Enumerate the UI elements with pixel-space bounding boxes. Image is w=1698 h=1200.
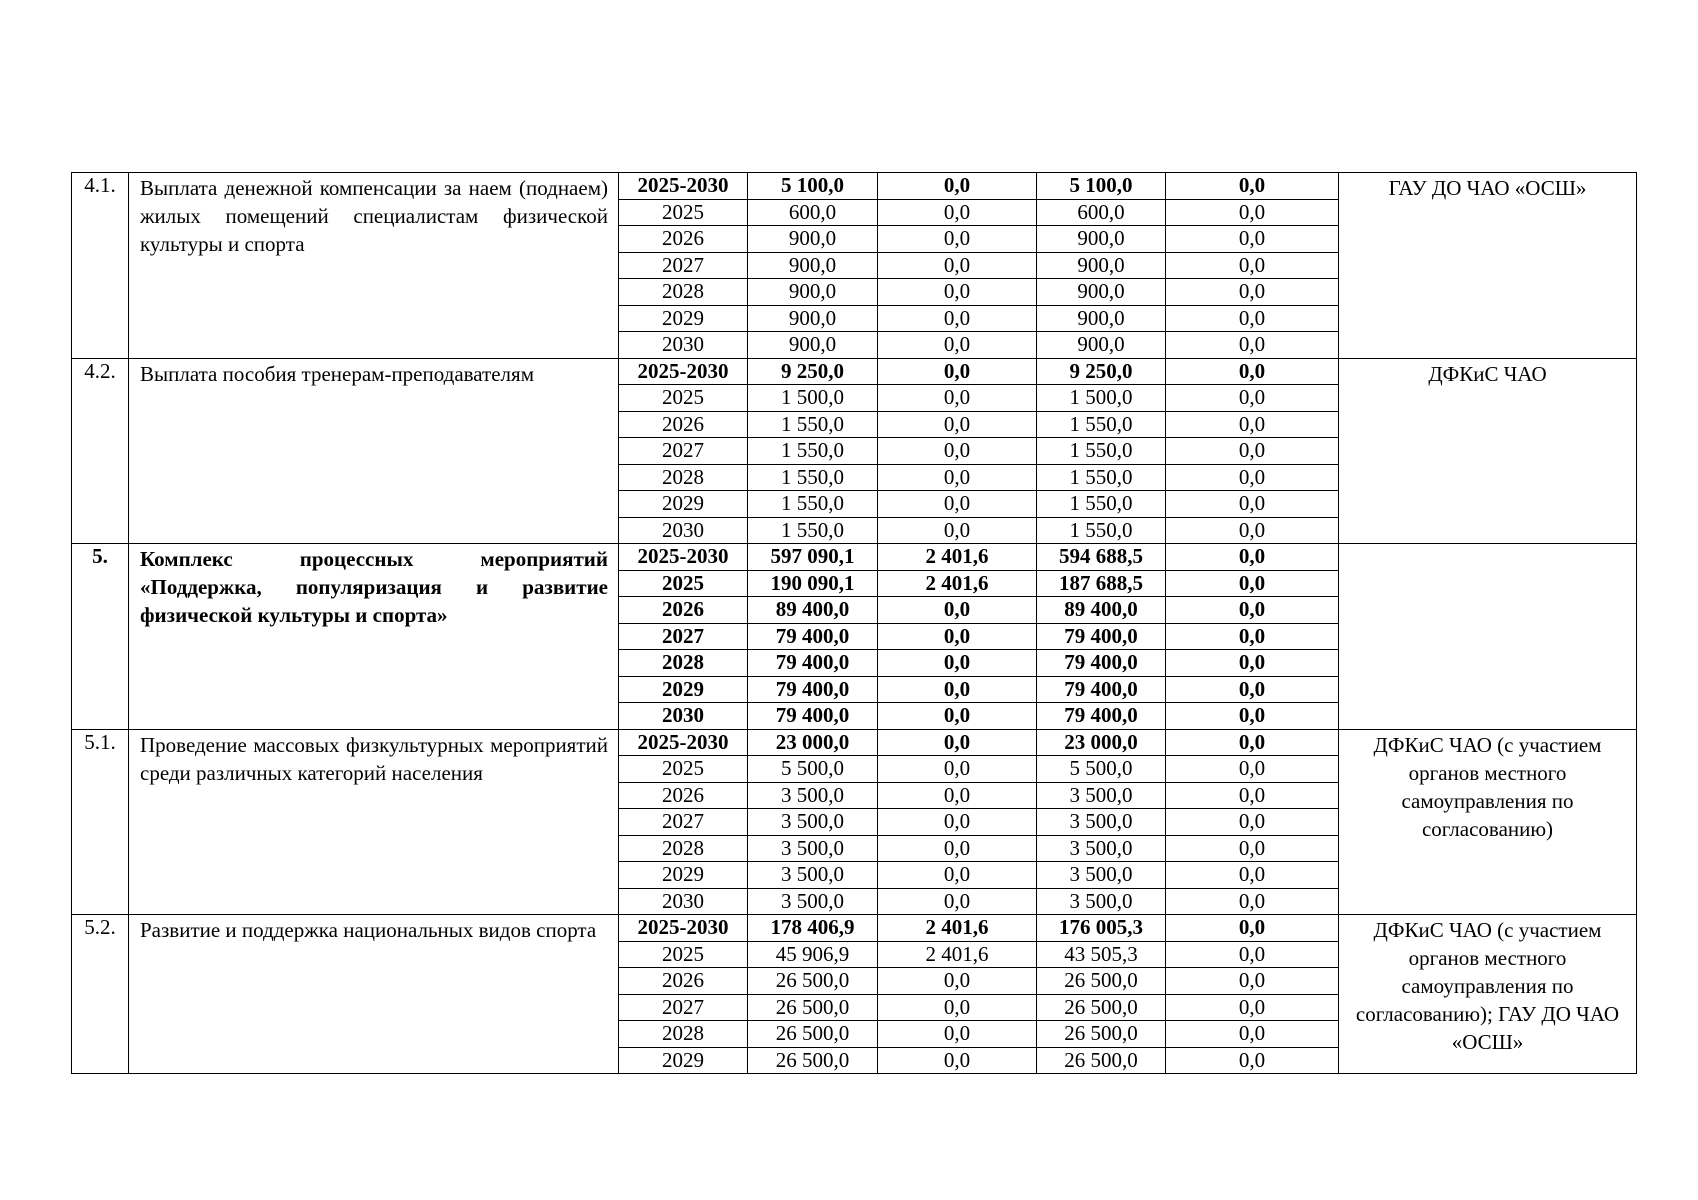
cell-other: 0,0 bbox=[1166, 305, 1339, 332]
cell-total: 1 550,0 bbox=[748, 517, 878, 544]
cell-period: 2026 bbox=[619, 597, 748, 624]
item-name: Развитие и поддержка национальных видов спорта bbox=[129, 915, 619, 1074]
cell-other: 0,0 bbox=[1166, 385, 1339, 412]
item-name: Проведение массовых физкультурных мероприятий среди различных категорий населения bbox=[129, 729, 619, 915]
item-executor: ДФКиС ЧАО bbox=[1339, 358, 1637, 544]
cell-regional: 900,0 bbox=[1037, 305, 1166, 332]
cell-federal: 0,0 bbox=[878, 782, 1037, 809]
cell-other: 0,0 bbox=[1166, 464, 1339, 491]
item-number: 4.1. bbox=[72, 173, 129, 359]
cell-other: 0,0 bbox=[1166, 729, 1339, 756]
cell-other: 0,0 bbox=[1166, 782, 1339, 809]
cell-regional: 5 100,0 bbox=[1037, 173, 1166, 200]
cell-federal: 0,0 bbox=[878, 411, 1037, 438]
cell-total: 79 400,0 bbox=[748, 676, 878, 703]
cell-regional: 594 688,5 bbox=[1037, 544, 1166, 571]
cell-regional: 1 550,0 bbox=[1037, 464, 1166, 491]
cell-period: 2028 bbox=[619, 464, 748, 491]
cell-other: 0,0 bbox=[1166, 517, 1339, 544]
cell-regional: 900,0 bbox=[1037, 252, 1166, 279]
cell-period: 2026 bbox=[619, 411, 748, 438]
cell-period: 2025-2030 bbox=[619, 915, 748, 942]
cell-regional: 26 500,0 bbox=[1037, 1021, 1166, 1048]
cell-regional: 3 500,0 bbox=[1037, 782, 1166, 809]
cell-total: 45 906,9 bbox=[748, 941, 878, 968]
cell-federal: 0,0 bbox=[878, 756, 1037, 783]
cell-total: 1 550,0 bbox=[748, 464, 878, 491]
cell-federal: 2 401,6 bbox=[878, 570, 1037, 597]
cell-regional: 600,0 bbox=[1037, 199, 1166, 226]
cell-federal: 0,0 bbox=[878, 226, 1037, 253]
cell-federal: 0,0 bbox=[878, 729, 1037, 756]
cell-period: 2026 bbox=[619, 782, 748, 809]
cell-period: 2029 bbox=[619, 676, 748, 703]
cell-regional: 900,0 bbox=[1037, 279, 1166, 306]
cell-other: 0,0 bbox=[1166, 252, 1339, 279]
cell-other: 0,0 bbox=[1166, 862, 1339, 889]
item-number: 5.1. bbox=[72, 729, 129, 915]
program-funding-table bbox=[71, 172, 1637, 1074]
item-number: 4.2. bbox=[72, 358, 129, 544]
item-executor: ДФКиС ЧАО (с участием органов местного самоуправления по согласованию) bbox=[1339, 729, 1637, 915]
cell-regional: 23 000,0 bbox=[1037, 729, 1166, 756]
cell-federal: 0,0 bbox=[878, 385, 1037, 412]
cell-regional: 900,0 bbox=[1037, 226, 1166, 253]
cell-other: 0,0 bbox=[1166, 703, 1339, 730]
cell-other: 0,0 bbox=[1166, 888, 1339, 915]
cell-federal: 0,0 bbox=[878, 597, 1037, 624]
cell-total: 597 090,1 bbox=[748, 544, 878, 571]
cell-federal: 0,0 bbox=[878, 968, 1037, 995]
cell-total: 89 400,0 bbox=[748, 597, 878, 624]
cell-total: 26 500,0 bbox=[748, 1047, 878, 1074]
cell-total: 178 406,9 bbox=[748, 915, 878, 942]
cell-period: 2030 bbox=[619, 888, 748, 915]
cell-regional: 89 400,0 bbox=[1037, 597, 1166, 624]
cell-period: 2027 bbox=[619, 994, 748, 1021]
table-body bbox=[72, 173, 1637, 1074]
cell-other: 0,0 bbox=[1166, 279, 1339, 306]
cell-period: 2029 bbox=[619, 862, 748, 889]
cell-period: 2027 bbox=[619, 438, 748, 465]
cell-period: 2025 bbox=[619, 570, 748, 597]
cell-period: 2025-2030 bbox=[619, 173, 748, 200]
cell-total: 3 500,0 bbox=[748, 835, 878, 862]
cell-federal: 0,0 bbox=[878, 835, 1037, 862]
cell-regional: 79 400,0 bbox=[1037, 676, 1166, 703]
cell-other: 0,0 bbox=[1166, 438, 1339, 465]
cell-other: 0,0 bbox=[1166, 199, 1339, 226]
item-name: Комплекс процессных мероприятий «Поддержка, популяризация и развитие физической культуры и спорта» bbox=[129, 544, 619, 730]
cell-regional: 26 500,0 bbox=[1037, 1047, 1166, 1074]
cell-total: 600,0 bbox=[748, 199, 878, 226]
cell-total: 5 100,0 bbox=[748, 173, 878, 200]
cell-period: 2028 bbox=[619, 279, 748, 306]
cell-period: 2025 bbox=[619, 756, 748, 783]
cell-other: 0,0 bbox=[1166, 358, 1339, 385]
table-row bbox=[72, 358, 1637, 385]
cell-federal: 0,0 bbox=[878, 332, 1037, 359]
cell-period: 2027 bbox=[619, 623, 748, 650]
cell-total: 26 500,0 bbox=[748, 968, 878, 995]
cell-other: 0,0 bbox=[1166, 941, 1339, 968]
cell-regional: 5 500,0 bbox=[1037, 756, 1166, 783]
cell-regional: 43 505,3 bbox=[1037, 941, 1166, 968]
cell-total: 9 250,0 bbox=[748, 358, 878, 385]
cell-other: 0,0 bbox=[1166, 332, 1339, 359]
cell-other: 0,0 bbox=[1166, 623, 1339, 650]
cell-federal: 0,0 bbox=[878, 438, 1037, 465]
cell-federal: 0,0 bbox=[878, 623, 1037, 650]
item-executor: ДФКиС ЧАО (с участием органов местного самоуправления по согласованию); ГАУ ДО ЧАО «ОСШ» bbox=[1339, 915, 1637, 1074]
cell-other: 0,0 bbox=[1166, 544, 1339, 571]
cell-regional: 3 500,0 bbox=[1037, 835, 1166, 862]
cell-regional: 1 550,0 bbox=[1037, 438, 1166, 465]
cell-federal: 2 401,6 bbox=[878, 544, 1037, 571]
cell-federal: 0,0 bbox=[878, 703, 1037, 730]
cell-federal: 0,0 bbox=[878, 199, 1037, 226]
cell-federal: 0,0 bbox=[878, 491, 1037, 518]
cell-total: 1 550,0 bbox=[748, 438, 878, 465]
item-number: 5.2. bbox=[72, 915, 129, 1074]
cell-regional: 3 500,0 bbox=[1037, 809, 1166, 836]
cell-federal: 0,0 bbox=[878, 358, 1037, 385]
item-name: Выплата пособия тренерам-преподавателям bbox=[129, 358, 619, 544]
cell-regional: 1 550,0 bbox=[1037, 411, 1166, 438]
item-number: 5. bbox=[72, 544, 129, 730]
cell-regional: 79 400,0 bbox=[1037, 650, 1166, 677]
cell-regional: 1 550,0 bbox=[1037, 517, 1166, 544]
cell-federal: 0,0 bbox=[878, 305, 1037, 332]
cell-other: 0,0 bbox=[1166, 411, 1339, 438]
cell-total: 3 500,0 bbox=[748, 888, 878, 915]
table-row bbox=[72, 729, 1637, 756]
cell-federal: 0,0 bbox=[878, 173, 1037, 200]
cell-total: 79 400,0 bbox=[748, 650, 878, 677]
cell-federal: 0,0 bbox=[878, 517, 1037, 544]
cell-total: 23 000,0 bbox=[748, 729, 878, 756]
cell-total: 900,0 bbox=[748, 252, 878, 279]
item-executor: ГАУ ДО ЧАО «ОСШ» bbox=[1339, 173, 1637, 359]
cell-period: 2029 bbox=[619, 1047, 748, 1074]
cell-federal: 0,0 bbox=[878, 888, 1037, 915]
cell-total: 26 500,0 bbox=[748, 1021, 878, 1048]
cell-other: 0,0 bbox=[1166, 968, 1339, 995]
cell-federal: 0,0 bbox=[878, 1021, 1037, 1048]
cell-federal: 2 401,6 bbox=[878, 915, 1037, 942]
cell-total: 1 550,0 bbox=[748, 491, 878, 518]
cell-other: 0,0 bbox=[1166, 676, 1339, 703]
cell-regional: 3 500,0 bbox=[1037, 888, 1166, 915]
cell-federal: 0,0 bbox=[878, 809, 1037, 836]
cell-period: 2025-2030 bbox=[619, 729, 748, 756]
cell-period: 2030 bbox=[619, 517, 748, 544]
cell-period: 2027 bbox=[619, 809, 748, 836]
cell-federal: 0,0 bbox=[878, 994, 1037, 1021]
cell-total: 900,0 bbox=[748, 305, 878, 332]
cell-total: 900,0 bbox=[748, 332, 878, 359]
cell-period: 2029 bbox=[619, 491, 748, 518]
cell-other: 0,0 bbox=[1166, 756, 1339, 783]
cell-federal: 0,0 bbox=[878, 464, 1037, 491]
item-executor bbox=[1339, 544, 1637, 730]
cell-other: 0,0 bbox=[1166, 491, 1339, 518]
cell-other: 0,0 bbox=[1166, 915, 1339, 942]
cell-period: 2030 bbox=[619, 332, 748, 359]
cell-period: 2025 bbox=[619, 941, 748, 968]
cell-period: 2029 bbox=[619, 305, 748, 332]
cell-regional: 187 688,5 bbox=[1037, 570, 1166, 597]
cell-federal: 0,0 bbox=[878, 1047, 1037, 1074]
cell-other: 0,0 bbox=[1166, 1021, 1339, 1048]
cell-other: 0,0 bbox=[1166, 809, 1339, 836]
cell-total: 79 400,0 bbox=[748, 623, 878, 650]
cell-other: 0,0 bbox=[1166, 835, 1339, 862]
cell-period: 2025-2030 bbox=[619, 544, 748, 571]
cell-total: 79 400,0 bbox=[748, 703, 878, 730]
table-row bbox=[72, 915, 1637, 942]
cell-other: 0,0 bbox=[1166, 994, 1339, 1021]
cell-total: 900,0 bbox=[748, 226, 878, 253]
cell-period: 2028 bbox=[619, 650, 748, 677]
cell-regional: 79 400,0 bbox=[1037, 623, 1166, 650]
cell-federal: 2 401,6 bbox=[878, 941, 1037, 968]
cell-total: 900,0 bbox=[748, 279, 878, 306]
cell-regional: 9 250,0 bbox=[1037, 358, 1166, 385]
cell-total: 3 500,0 bbox=[748, 809, 878, 836]
table-row bbox=[72, 544, 1637, 571]
cell-period: 2028 bbox=[619, 835, 748, 862]
cell-period: 2030 bbox=[619, 703, 748, 730]
cell-period: 2025 bbox=[619, 199, 748, 226]
cell-period: 2026 bbox=[619, 226, 748, 253]
cell-other: 0,0 bbox=[1166, 570, 1339, 597]
cell-total: 26 500,0 bbox=[748, 994, 878, 1021]
cell-total: 3 500,0 bbox=[748, 782, 878, 809]
cell-other: 0,0 bbox=[1166, 226, 1339, 253]
cell-regional: 3 500,0 bbox=[1037, 862, 1166, 889]
cell-other: 0,0 bbox=[1166, 173, 1339, 200]
cell-other: 0,0 bbox=[1166, 597, 1339, 624]
cell-total: 1 550,0 bbox=[748, 411, 878, 438]
cell-total: 1 500,0 bbox=[748, 385, 878, 412]
cell-federal: 0,0 bbox=[878, 676, 1037, 703]
cell-period: 2028 bbox=[619, 1021, 748, 1048]
cell-period: 2025 bbox=[619, 385, 748, 412]
cell-federal: 0,0 bbox=[878, 650, 1037, 677]
cell-federal: 0,0 bbox=[878, 862, 1037, 889]
cell-period: 2027 bbox=[619, 252, 748, 279]
cell-regional: 900,0 bbox=[1037, 332, 1166, 359]
cell-regional: 26 500,0 bbox=[1037, 968, 1166, 995]
table-row bbox=[72, 173, 1637, 200]
cell-regional: 26 500,0 bbox=[1037, 994, 1166, 1021]
cell-regional: 176 005,3 bbox=[1037, 915, 1166, 942]
cell-period: 2026 bbox=[619, 968, 748, 995]
cell-regional: 79 400,0 bbox=[1037, 703, 1166, 730]
cell-federal: 0,0 bbox=[878, 252, 1037, 279]
cell-total: 3 500,0 bbox=[748, 862, 878, 889]
item-name: Выплата денежной компенсации за наем (поднаем) жилых помещений специалистам физической культуры и спорта bbox=[129, 173, 619, 359]
cell-other: 0,0 bbox=[1166, 650, 1339, 677]
cell-total: 5 500,0 bbox=[748, 756, 878, 783]
cell-federal: 0,0 bbox=[878, 279, 1037, 306]
cell-regional: 1 550,0 bbox=[1037, 491, 1166, 518]
cell-other: 0,0 bbox=[1166, 1047, 1339, 1074]
cell-total: 190 090,1 bbox=[748, 570, 878, 597]
cell-period: 2025-2030 bbox=[619, 358, 748, 385]
cell-regional: 1 500,0 bbox=[1037, 385, 1166, 412]
